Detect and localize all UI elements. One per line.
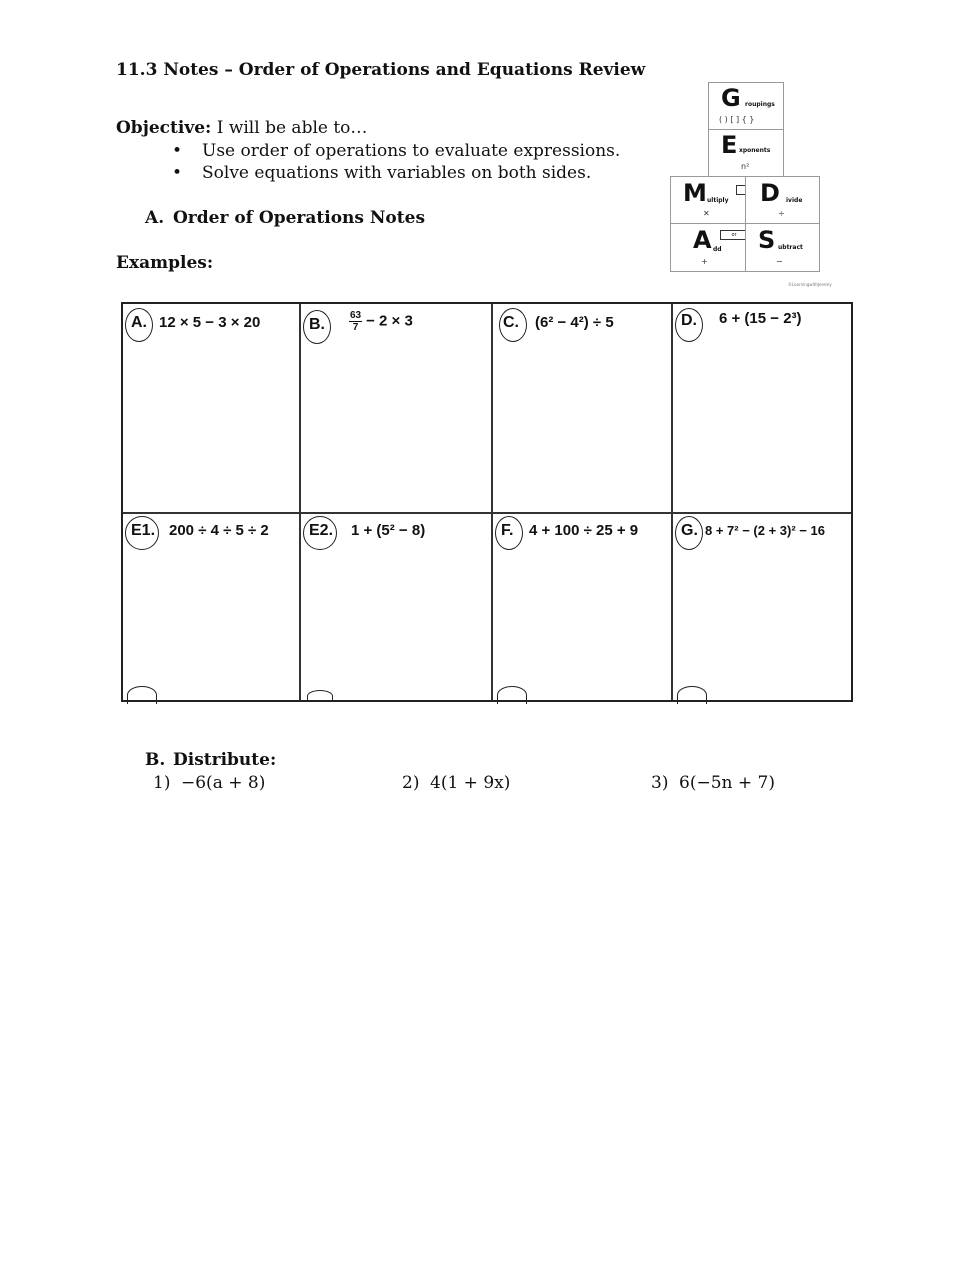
section-a-title: Order of Operations Notes (173, 208, 426, 228)
gemdas-s-letter: S (758, 226, 776, 254)
gemdas-d-letter: D (760, 179, 780, 207)
objective-item: • Solve equations with variables on both sides. (172, 162, 620, 184)
examples-label: Examples: (116, 253, 214, 273)
example-label: E1. (131, 522, 156, 539)
gemdas-or-arrow: or (720, 230, 748, 240)
example-cell-b (301, 304, 491, 512)
example-cell-e2 (301, 514, 491, 702)
objective-item: • Use order of operations to evaluate expressions. (172, 140, 620, 162)
gemdas-a-word: dd (713, 246, 722, 253)
next-label-arc (497, 686, 527, 704)
gemdas-d-word: ivide (786, 197, 803, 204)
next-label-arc (127, 686, 157, 704)
example-expression-rest: − 2 × 3 (366, 312, 413, 330)
example-expression: (6² − 4²) ÷ 5 (535, 314, 614, 331)
gemdas-m-letter: M (683, 179, 707, 207)
problem-expression: −6(a + 8) (181, 773, 266, 793)
objective-list (172, 140, 620, 184)
gemdas-a-letter: A (693, 226, 712, 254)
gemdas-groupings (708, 82, 784, 130)
gemdas-g-symbols: ( ) [ ] { } (719, 115, 755, 124)
gemdas-multiply (670, 176, 746, 224)
gemdas-a-symbol: + (701, 257, 708, 266)
example-cell-e1 (123, 514, 299, 702)
gemdas-e-letter: E (721, 131, 738, 159)
example-expression: 200 ÷ 4 ÷ 5 ÷ 2 (169, 522, 269, 539)
gemdas-s-word: ubtract (778, 244, 803, 251)
example-expression: 6 + (15 − 2³) (719, 310, 802, 327)
gemdas-e-symbol: n² (741, 162, 750, 171)
gemdas-m-word: ultiply (707, 197, 729, 204)
gemdas-d-symbol: ÷ (778, 209, 785, 218)
problem-expression: 4(1 + 9x) (430, 773, 511, 793)
example-expression: 1 + (5² − 8) (351, 522, 426, 539)
section-b-heading (145, 750, 276, 770)
gemdas-g-word: roupings (745, 101, 775, 108)
section-b-title: Distribute: (173, 750, 277, 770)
gemdas-exponents (708, 129, 784, 177)
distribute-problem (402, 773, 510, 793)
example-expression: 8 + 7² − (2 + 3)² − 16 (705, 523, 825, 538)
fraction-denominator: 7 (352, 322, 359, 333)
gemdas-credit: ©LearningwithJeremy (788, 282, 832, 287)
gemdas-m-symbol: ✕ (703, 209, 710, 218)
gemdas-divide (745, 176, 820, 224)
distribute-problem (651, 773, 775, 793)
gemdas-chart (670, 82, 820, 272)
example-label: D. (681, 312, 697, 329)
example-expression: 4 + 100 ÷ 25 + 9 (529, 522, 639, 539)
objective-intro: I will be able to… (216, 118, 368, 138)
problem-number: 3) (651, 773, 669, 793)
example-expression: 12 × 5 − 3 × 20 (159, 314, 261, 331)
problem-number: 1) (153, 773, 171, 793)
section-b-letter: B. (145, 750, 166, 770)
section-a-heading (145, 208, 425, 228)
objective-label: Objective: (116, 118, 212, 138)
problem-number: 2) (402, 773, 420, 793)
example-expression (349, 310, 413, 333)
gemdas-subtract (745, 223, 820, 272)
examples-grid (121, 302, 853, 702)
example-label: A. (131, 314, 147, 331)
example-label: C. (503, 314, 519, 331)
fraction (349, 310, 362, 333)
example-label: G. (681, 522, 698, 539)
page-title: 11.3 Notes – Order of Operations and Equations Review (116, 60, 646, 80)
example-cell-d (673, 304, 853, 512)
next-label-arc (677, 686, 707, 704)
example-label: E2. (309, 522, 334, 539)
problem-expression: 6(−5n + 7) (679, 773, 775, 793)
gemdas-s-symbol: − (776, 257, 783, 266)
example-cell-g (673, 514, 853, 702)
gemdas-e-word: xponents (739, 147, 771, 154)
example-cell-a (123, 304, 299, 512)
section-a-letter: A. (145, 208, 165, 228)
fraction-numerator: 63 (350, 310, 362, 321)
example-cell-f (493, 514, 671, 702)
gemdas-g-letter: G (721, 84, 741, 112)
example-label: F. (501, 522, 514, 539)
example-cell-c (493, 304, 671, 512)
objective (116, 118, 367, 138)
next-label-arc (307, 690, 333, 702)
distribute-problem (153, 773, 265, 793)
example-label: B. (309, 316, 325, 333)
